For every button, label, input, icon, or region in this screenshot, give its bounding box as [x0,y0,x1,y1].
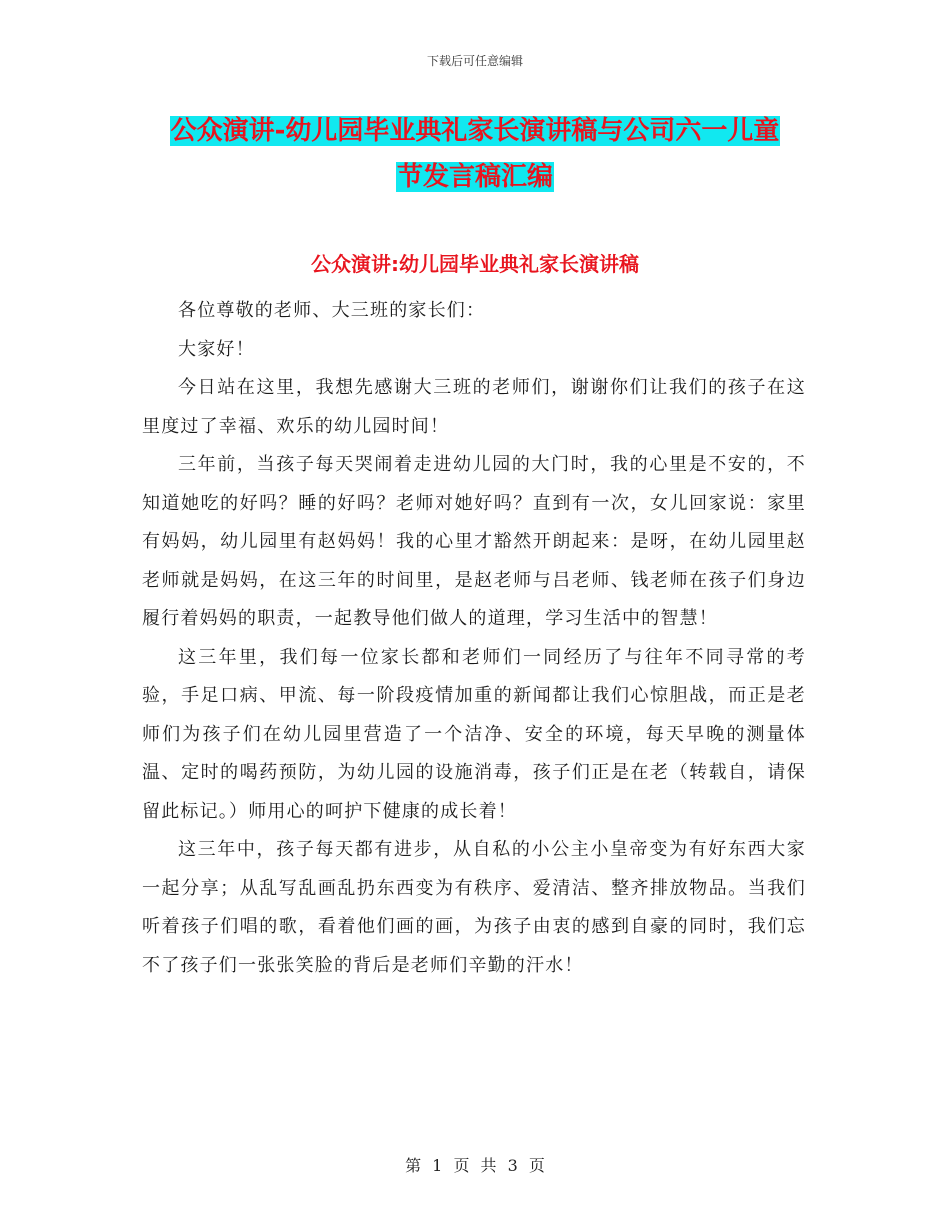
document-title-line-1 [0,108,950,154]
paragraph-salutation: 各位尊敬的老师、大三班的家长们： [178,300,486,321]
document-title-line-2 [0,154,950,200]
paragraph-greeting: 大家好！ [178,338,255,360]
page-number-footer: 第 1 页 共 3 页 [405,1156,545,1175]
paragraph: 今日站在这里，我想先感谢大三班的老师们，谢谢你们让我们的孩子在这里度过了幸福、欢乐的幼儿园时间！ [142,377,806,437]
section-title: 公众演讲:幼儿园毕业典礼家长演讲稿 [311,252,639,276]
paragraph: 这三年里，我们每一位家长都和老师们一同经历了与往年不同寻常的考验，手足口病、甲流、每一阶段疫情加重的新闻都让我们心惊胆战，而正是老师们为孩子们在幼儿园里营造了一个洁净、安全的环境，每天早晚的测量体温、定时的喝药预防，为幼儿园的设施消毒，孩子们正是在老（转载自，请保留此标记。）师用心的呵护下健康的成长着！ [142,646,806,822]
page-header-note: 下载后可任意编辑 [426,54,523,68]
document-title-highlight-1: 公众演讲-幼儿园毕业典礼家长演讲稿与公司六一儿童 [170,116,780,146]
document-title-highlight-2: 节发言稿汇编 [396,162,553,192]
document-body [142,292,806,985]
document-title [0,108,950,200]
paragraph: 这三年中，孩子每天都有进步，从自私的小公主小皇帝变为有好东西大家一起分享；从乱写乱画乱扔东西变为有秩序、爱清洁、整齐排放物品。当我们听着孩子们唱的歌，看着他们画的画，为孩子由衷的感到自豪的同时，我们忘不了孩子们一张张笑脸的背后是老师们辛勤的汗水！ [142,839,806,976]
paragraph: 三年前，当孩子每天哭闹着走进幼儿园的大门时，我的心里是不安的，不知道她吃的好吗？睡的好吗？老师对她好吗？直到有一次，女儿回家说：家里有妈妈，幼儿园里有赵妈妈！我的心里才豁然开朗起来：是呀，在幼儿园里赵老师就是妈妈，在这三年的时间里，是赵老师与吕老师、钱老师在孩子们身边履行着妈妈的职责，一起教导他们做人的道理，学习生活中的智慧！ [142,454,806,629]
